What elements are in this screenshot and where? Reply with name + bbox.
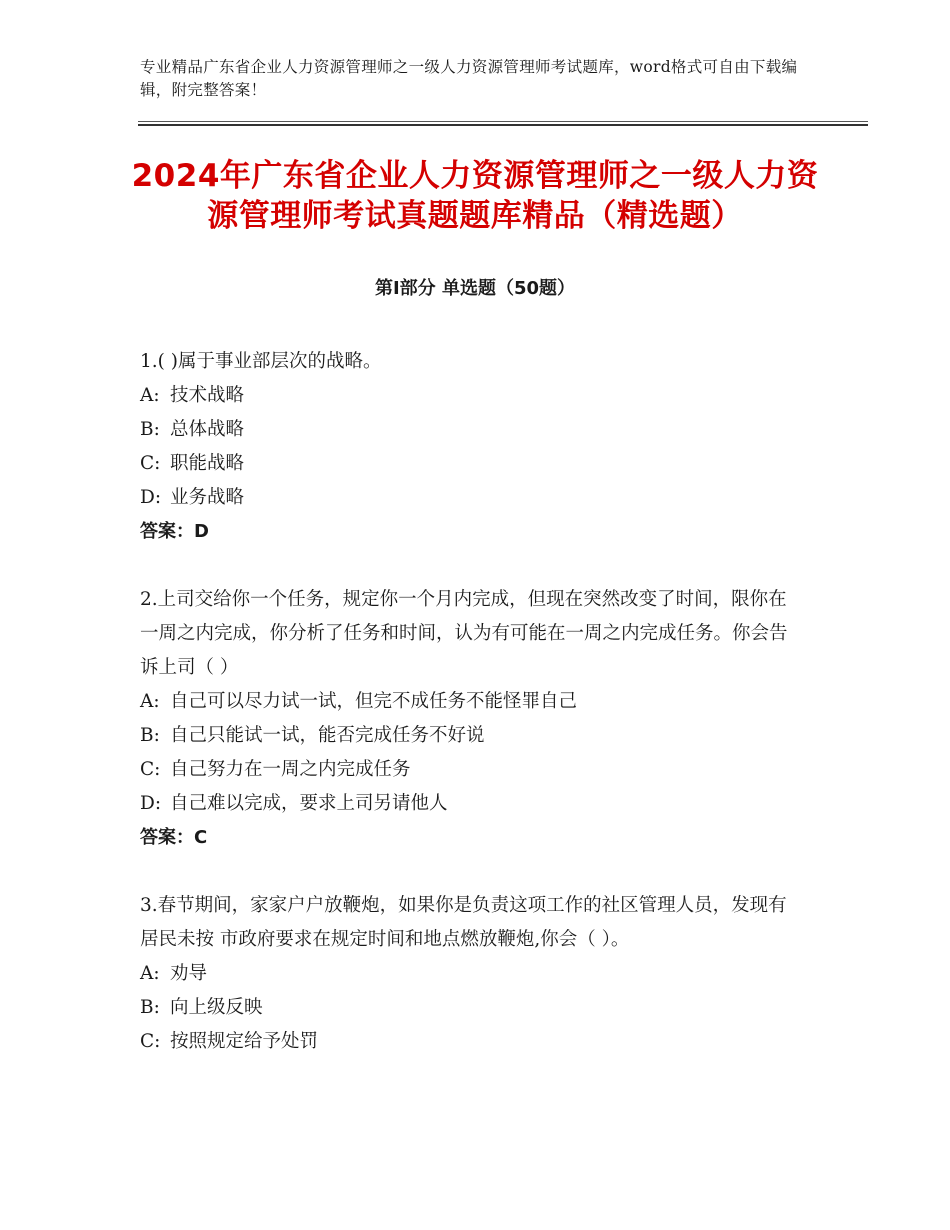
option-text: 技术战略: [170, 385, 245, 406]
option-key: A:: [140, 963, 160, 984]
option-d: [140, 481, 800, 515]
option-text: 自己只能试一试，能否完成任务不好说: [170, 725, 485, 746]
option-key: D:: [140, 793, 162, 814]
option-c: [140, 753, 800, 787]
question-3: [140, 889, 800, 1059]
question-stem: 1.( )属于事业部层次的战略。: [140, 351, 382, 372]
question-answer: 答案：C: [140, 827, 208, 848]
document-title: 2024年广东省企业人力资源管理师之一级人力资源管理师考试真题题库精品（精选题）: [131, 158, 819, 234]
option-a: [140, 379, 800, 413]
question-stem: 3.春节期间，家家户户放鞭炮，如果你是负责这项工作的社区管理人员，发现有居民未按 市政府要求在规定时间和地点燃放鞭炮,你会（ ）。: [140, 895, 787, 950]
header-note: 专业精品广东省企业人力资源管理师之一级人力资源管理师考试题库，word格式可自由下载编辑，附完整答案！: [140, 58, 798, 99]
option-key: D:: [140, 487, 162, 508]
section-title: 第Ⅰ部分 单选题（50题）: [374, 278, 575, 299]
option-text: 总体战略: [170, 419, 245, 440]
option-b: [140, 991, 800, 1025]
question-answer: 答案：D: [140, 521, 209, 542]
option-text: 职能战略: [170, 453, 245, 474]
option-c: [140, 1025, 800, 1059]
option-key: B:: [140, 997, 160, 1018]
option-a: [140, 685, 800, 719]
option-text: 按照规定给予处罚: [170, 1031, 319, 1052]
option-b: [140, 719, 800, 753]
question-2: [140, 583, 800, 855]
option-key: B:: [140, 419, 160, 440]
option-key: C:: [140, 759, 161, 780]
question-stem: 2.上司交给你一个任务，规定你一个月内完成，但现在突然改变了时间，限你在一周之内完成，你分析了任务和时间，认为有可能在一周之内完成任务。你会告诉上司（ ）: [140, 589, 788, 678]
option-text: 业务战略: [170, 487, 245, 508]
option-key: C:: [140, 453, 161, 474]
option-text: 自己可以尽力试一试，但完不成任务不能怪罪自己: [170, 691, 578, 712]
option-a: [140, 957, 800, 991]
question-list: [140, 345, 800, 1093]
question-1: [140, 345, 800, 549]
option-b: [140, 413, 800, 447]
option-key: A:: [140, 385, 160, 406]
option-key: C:: [140, 1031, 161, 1052]
option-c: [140, 447, 800, 481]
option-text: 自己难以完成，要求上司另请他人: [170, 793, 448, 814]
option-text: 向上级反映: [170, 997, 263, 1018]
option-d: [140, 787, 800, 821]
header-divider: [138, 121, 868, 126]
option-key: B:: [140, 725, 160, 746]
option-key: A:: [140, 691, 160, 712]
option-text: 自己努力在一周之内完成任务: [170, 759, 411, 780]
option-text: 劝导: [170, 963, 208, 984]
